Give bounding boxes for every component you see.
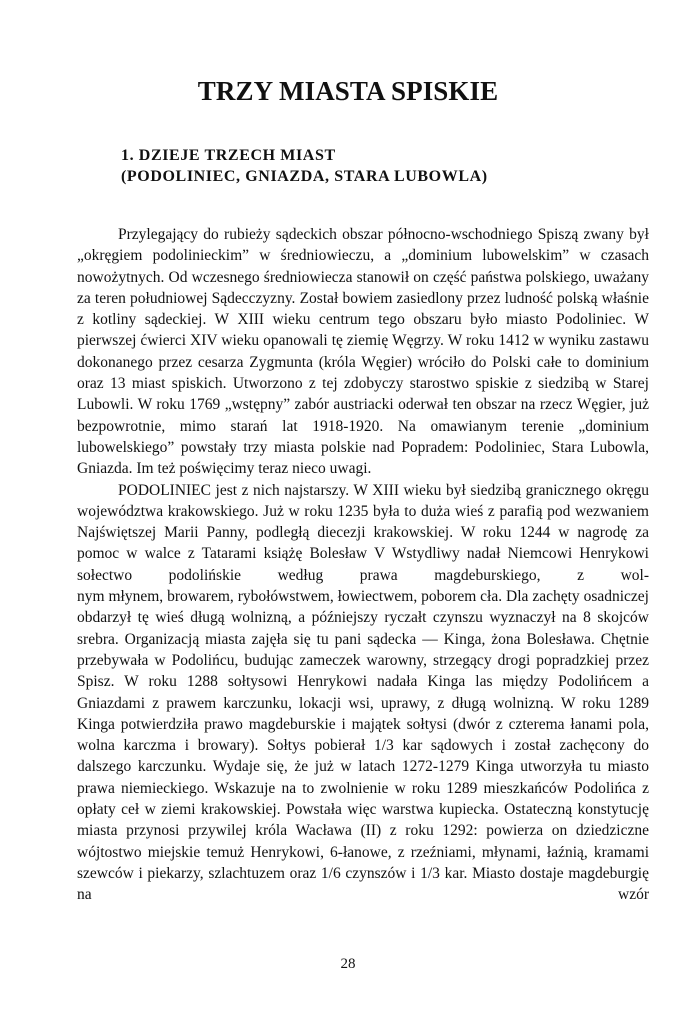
body-text (77, 224, 649, 906)
paragraph-podoliniec: PODOLINIEC jest z nich najstarszy. W XIII wieku był siedzibą granicznego okręgu województwa krakowskiego. Już w roku 1235 była to duża wieś z parafią pod wezwaniem Najświętszej Marii Panny, podległą diecezji krakowskiej. W roku 1244 w nagrodę za pomoc w walce z Tatarami książę Bolesław V Wstydliwy nadał Niemcowi Henrykowi sołectwo podolińskie według prawa magdeburskiego, z wol- nym młynem, browarem, rybołówstwem, łowiectwem, poborem cła. Dla zachęty osadniczej obdarzył tę wieś długą wolnizną, a późniejszy ryczałt czynszu wyznaczył na 8 skojców srebra. Organizacją miasta zajęła się tu pani sądecka — Kinga, żona Bolesława. Chętnie przebywała w Podolińcu, budując zameczek warowny, strzegący drogi popradzkiej przez Spisz. W roku 1288 sołtysowi Henrykowi nadała Kinga las między Podolińcem a Gniazdami z prawem karczunku, lokacji wsi, uprawy, z długą wolnizną. W roku 1289 Kinga potwierdziła prawo magdeburskie i majątek sołtysi (dwór z czterema łanami pola, wolna karczma i browary). Sołtys pobierał 1/3 kar sądowych i został zachęcony do dalszego karczunku. Wydaje się, że już w latach 1272-1279 Kinga utworzyła tu miasto prawa niemieckiego. Wskazuje na to zwolnienie w roku 1289 mieszkańców Podolińca z opłaty ceł w ziemi krakowskiej. Powstała więc warstwa kupiecka. Ostateczną konstytucję miasta przynosi przywilej króla Wacława (II) z roku 1292: powierza on dziedziczne wójtostwo miejskie temuż Henrykowi, 6-łanowe, z rzeźniami, młynami, łaźnią, kramami szewców i piekarzy, szlachtuzem oraz 1/6 czynszów i 1/3 kar. Miasto dostaje magdeburgię na wzór (77, 481, 649, 904)
section-heading-line-1: 1. DZIEJE TRZECH MIAST (121, 147, 336, 164)
paragraph-spisz-history: Przylegający do rubieży sądeckich obszar północno-wschodniego Spiszą zwany był „okręgiem podolinieckim” w średniowieczu, a „dominium lubowelskim” w czasach nowożytnych. Od wczesnego średniowiecza stanowił on część państwa polskiego, uważany za teren południowej Sądecczyzny. Został bowiem zasiedlony przez ludność polską właśnie z kotliny sądeckiej. W XIII wieku centrum tego obszaru było miasto Podoliniec. W pierwszej ćwierci XIV wieku opanowali tę ziemię Węgrzy. W roku 1412 w wyniku zastawu dokonanego przez cesarza Zygmunta (króla Węgier) wróciło do Polski całe to dominium oraz 13 miast spiskich. Utworzono z tej zdobyczy starostwo spiskie z siedzibą w Starej Lubowli. W roku 1769 „wstępny” zabór austriacki oderwał ten obszar na rzecz Węgier, już bezpowrotnie, mimo starań lat 1918-1920. Na omawianym terenie „dominium lubowelskiego” powstały trzy miasta polskie nad Popradem: Podoliniec, Stara Lubowla, Gniazda. Im też poświęcimy teraz nieco uwagi. (77, 226, 649, 478)
section-heading (121, 145, 488, 187)
chapter-title: TRZY MIASTA SPISKIE (197, 76, 499, 106)
section-heading-line-2: (PODOLINIEC, GNIAZDA, STARA LUBOWLA) (121, 168, 488, 185)
page-number: 28 (340, 956, 356, 972)
